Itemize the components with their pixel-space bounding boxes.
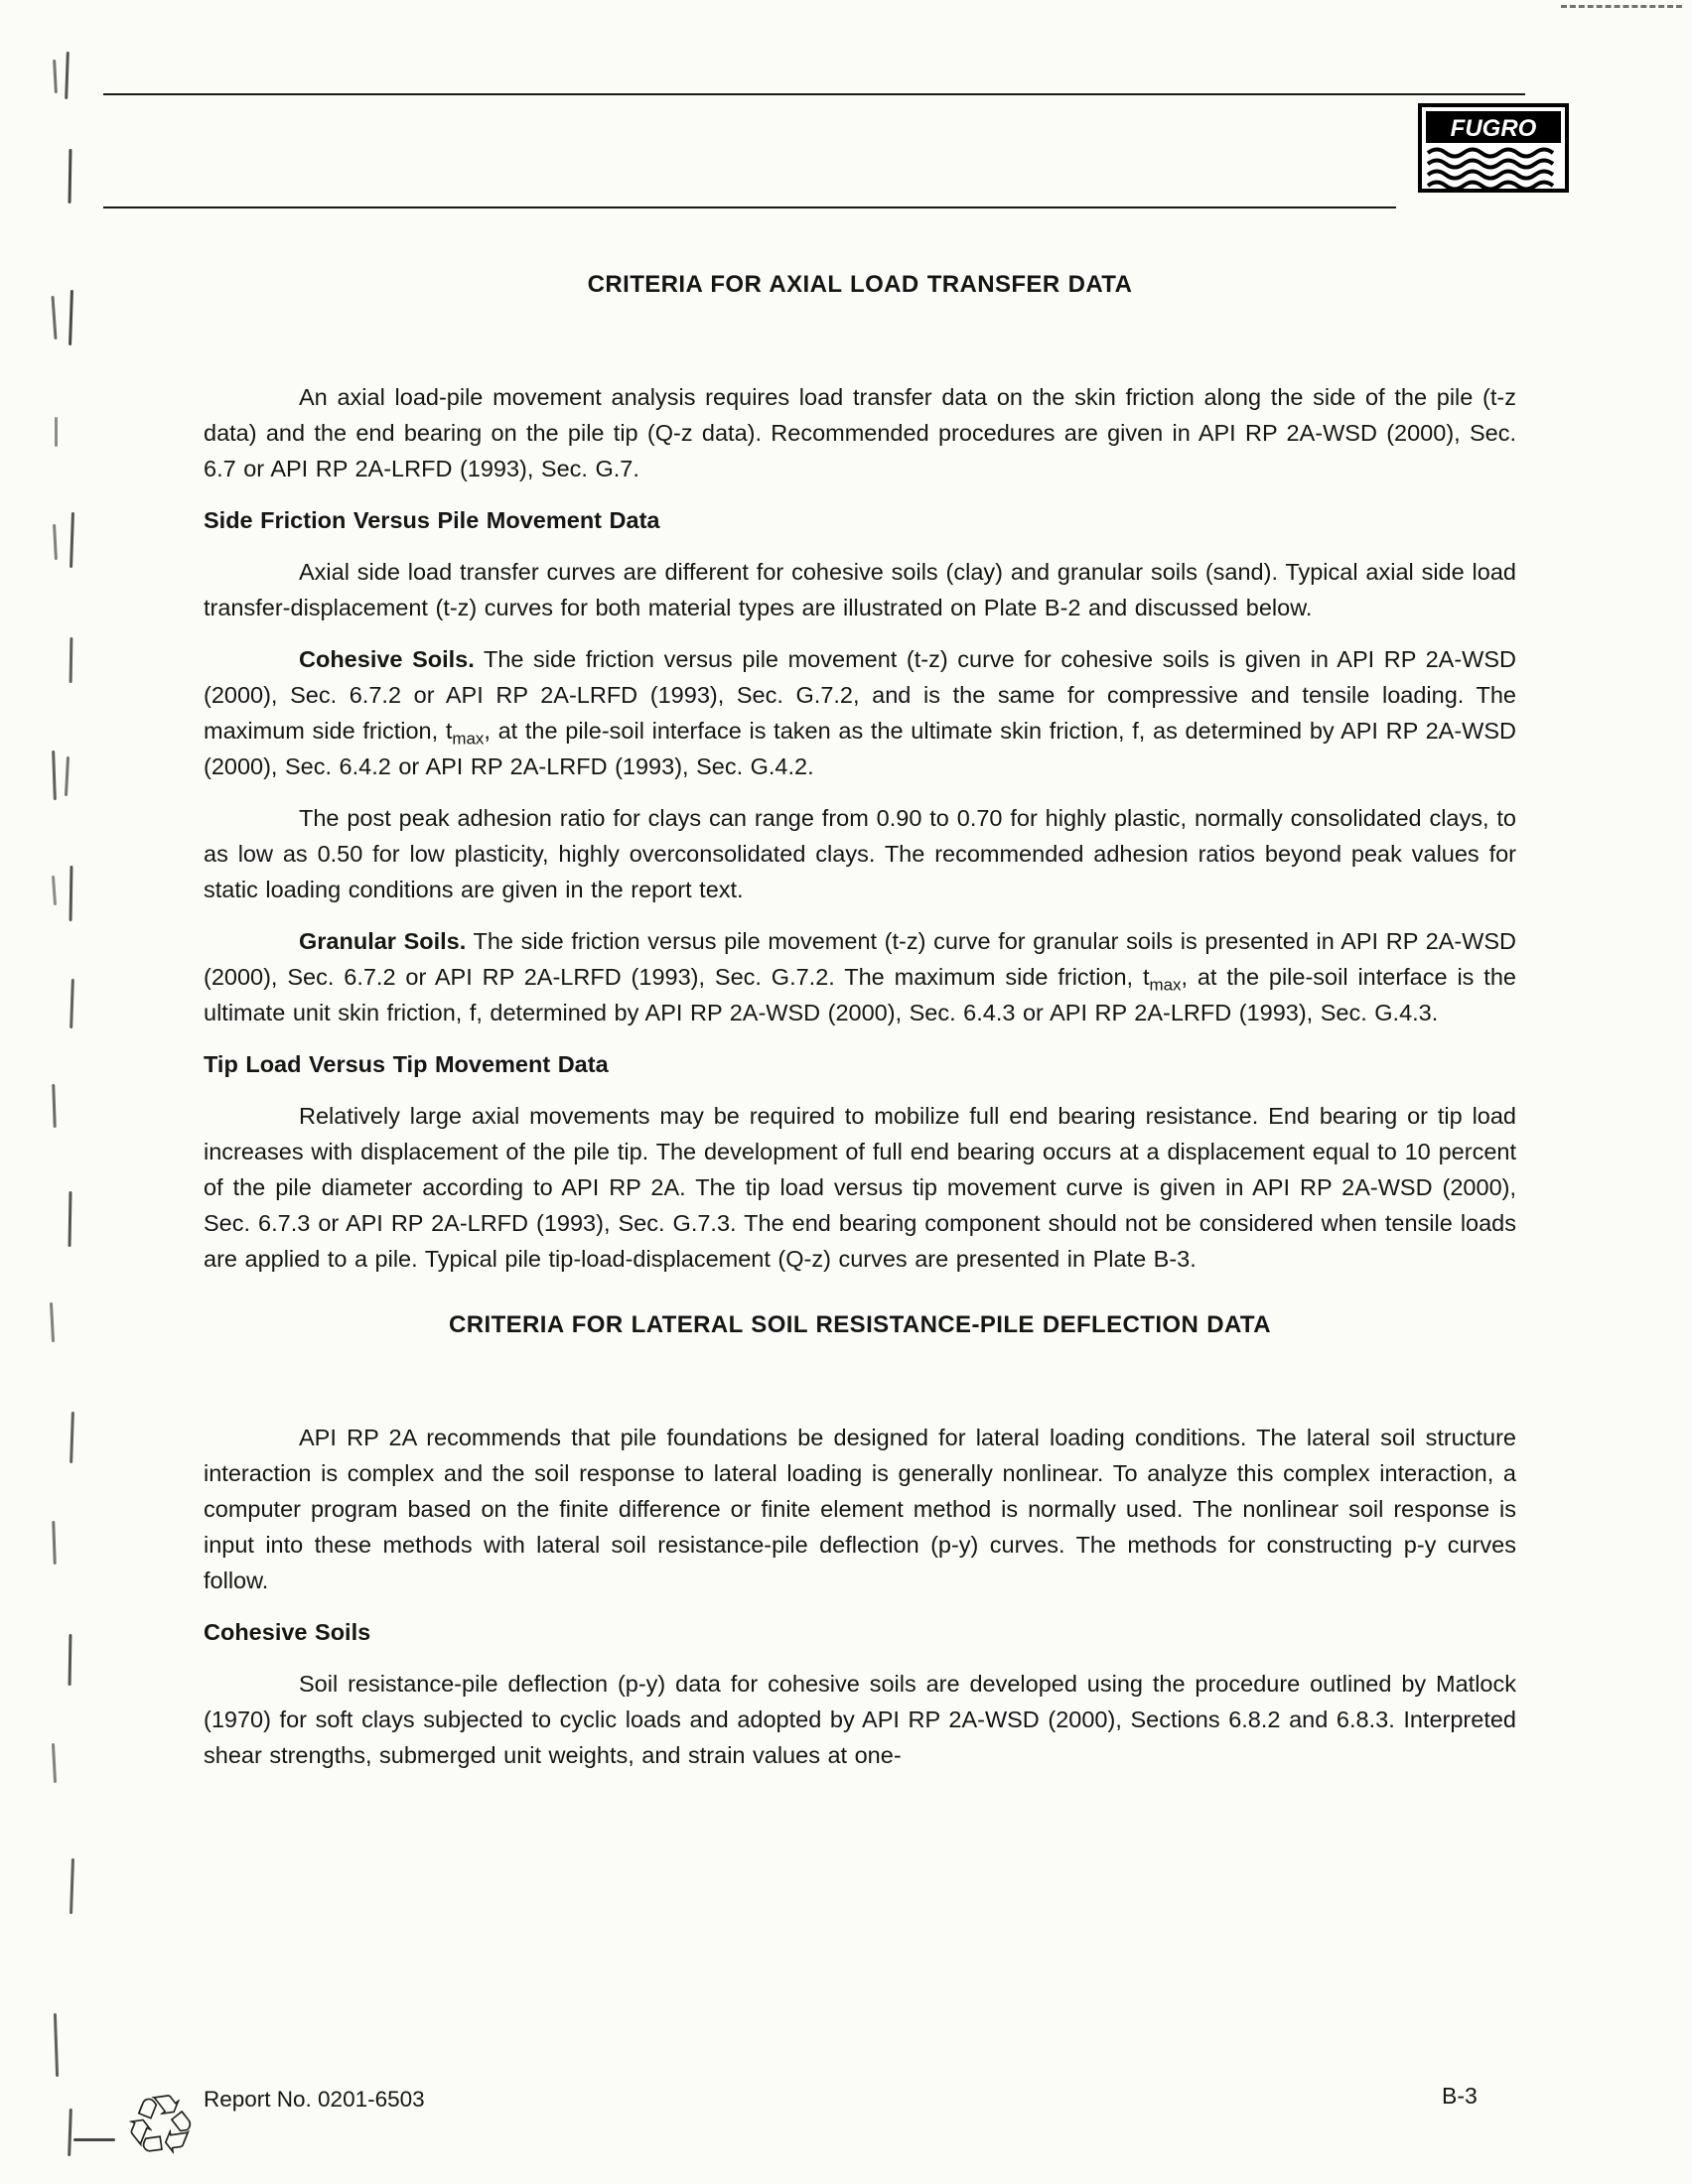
title-axial: CRITERIA FOR AXIAL LOAD TRANSFER DATA — [587, 271, 1133, 298]
document-content — [204, 270, 1516, 1789]
heading-tip-load: Tip Load Versus Tip Movement Data — [204, 1051, 609, 1077]
scan-artifact — [70, 512, 74, 568]
paragraph-cohesive-soils — [204, 641, 1516, 784]
granular-soils-subscript: max — [1149, 975, 1182, 995]
paragraph-intro: An axial load-pile movement analysis requires load transfer data on the skin friction along the side of the pile (t-z data) and the end bearing on the pile tip (Q-z data). Recommended procedures are given in API RP 2A-WSD (2000), Sec. 6.7 or API RP 2A-LRFD (1993), Sec. G.7. — [204, 384, 1516, 481]
recycle-icon: ♲ — [116, 2073, 205, 2180]
title-lateral: CRITERIA FOR LATERAL SOIL RESISTANCE-PILE DEFLECTION DATA — [449, 1311, 1271, 1338]
scan-artifact — [53, 524, 58, 560]
scan-artifact — [69, 1634, 72, 1686]
fugro-logo — [1418, 103, 1569, 193]
cohesive-soils-text-1: The side friction versus pile movement (t-z) curve for cohesive soils is given in API RP 2A-WSD (2000), Sec. 6.7.2 or API RP 2A-LRFD (1993), Sec. G.7.2, and is the same for compressive and tensile loading. The maximum side friction, t — [204, 646, 1517, 744]
scan-artifact — [50, 1302, 55, 1342]
scan-artifact — [70, 1412, 74, 1463]
scan-artifact — [70, 866, 73, 921]
granular-soils-text-2: , at the pile-soil interface is the ultimate unit skin friction, f, determined by API RP 2A-WSD (2000), Sec. 6.4.3 or API RP 2A-LRFD (1993), Sec. G.4.3. — [204, 964, 1516, 1025]
scan-artifact — [68, 2109, 72, 2156]
cohesive-soils-subscript: max — [452, 729, 485, 749]
paragraph-lateral-intro: API RP 2A recommends that pile foundations be designed for lateral loading conditions. The lateral soil structure interaction is complex and the soil response to lateral loading is generally nonlinear. To analyze this complex interaction, a computer program based on the finite difference or finite element method is normally used. The nonlinear soil response is input into these methods with lateral soil resistance-pile deflection (p-y) curves. The methods for constructing p-y curves follow. — [204, 1425, 1516, 1593]
heading-cohesive-soils-lateral: Cohesive Soils — [204, 1619, 371, 1645]
cohesive-soils-lead: Cohesive Soils. — [299, 646, 475, 672]
footer-page-number: B-3 — [1442, 2083, 1478, 2109]
scan-artifact — [52, 1521, 57, 1565]
scan-artifact — [51, 296, 57, 340]
footer-report-number: Report No. 0201-6503 — [204, 2087, 425, 2112]
scan-artifact — [69, 149, 72, 204]
scan-artifact — [53, 60, 58, 93]
scan-artifact — [70, 979, 74, 1028]
paragraph-post-peak: The post peak adhesion ratio for clays can range from 0.90 to 0.70 for highly plastic, normally consolidated clays, to as low as 0.50 for low plasticity, highly overconsolidated clays. The recommended adhesion ratios beyond peak values for static loading conditions are given in the report text. — [204, 805, 1516, 902]
cohesive-soils-text-2: , at the pile-soil interface is taken as the ultimate skin friction, f, as determined by API RP 2A-WSD (2000), Sec. 6.4.2 or API RP 2A-LRFD (1993), Sec. G.4.2. — [204, 718, 1516, 779]
granular-soils-text-1: The side friction versus pile movement (t-z) curve for granular soils is presented in API RP 2A-WSD (2000), Sec. 6.7.2 or API RP 2A-LRFD (1993), Sec. G.7.2. The maximum side friction, t — [204, 928, 1516, 990]
scan-artifact — [55, 417, 58, 447]
scan-artifact — [65, 756, 70, 796]
logo-text: FUGRO — [1450, 115, 1537, 142]
fugro-logo-graphic — [1418, 103, 1569, 193]
paragraph-tip-load: Relatively large axial movements may be required to mobilize full end bearing resistance. End bearing or tip load increases with displacement of the pile tip. The development of full end bearing occurs at a displacement equal to 10 percent of the pile diameter according to API RP 2A. The tip load versus tip movement curve is given in API RP 2A-WSD (2000), Sec. 6.7.3 or API RP 2A-LRFD (1993), Sec. G.7.3. The end bearing component should not be considered when tensile loads are applied to a pile. Typical pile tip-load-displacement (Q-z) curves are presented in Plate B-3. — [204, 1103, 1516, 1272]
scan-artifact — [69, 290, 73, 345]
scan-artifact — [52, 876, 57, 905]
scan-artifact — [52, 1084, 57, 1128]
scan-artifact — [65, 52, 70, 99]
granular-soils-lead: Granular Soils. — [299, 928, 467, 954]
scan-artifact — [52, 751, 57, 800]
scan-artifact — [54, 2013, 59, 2077]
heading-side-friction: Side Friction Versus Pile Movement Data — [204, 507, 660, 533]
scan-artifact — [69, 1191, 72, 1247]
paragraph-side-friction: Axial side load transfer curves are different for cohesive soils (clay) and granular soils (sand). Typical axial side load transfer-displacement (t-z) curves for both material types are illustrated on Plate B-2 and discussed below. — [204, 559, 1516, 620]
top-rule — [103, 93, 1525, 95]
scan-artifact-corner — [1561, 5, 1682, 8]
scan-artifact — [73, 2138, 115, 2141]
paragraph-granular-soils — [204, 923, 1516, 1030]
scan-artifact — [70, 1858, 74, 1914]
scan-artifact — [52, 1743, 57, 1783]
scan-artifact — [70, 637, 73, 683]
header-rule — [103, 206, 1396, 208]
paragraph-cohesive-lateral: Soil resistance-pile deflection (p-y) data for cohesive soils are developed using the procedure outlined by Matlock (1970) for soft clays subjected to cyclic loads and adopted by API RP 2A-WSD (2000), Sections 6.8.2 and 6.8.3. Interpreted shear strengths, submerged unit weights, and strain values at one- — [204, 1671, 1516, 1768]
